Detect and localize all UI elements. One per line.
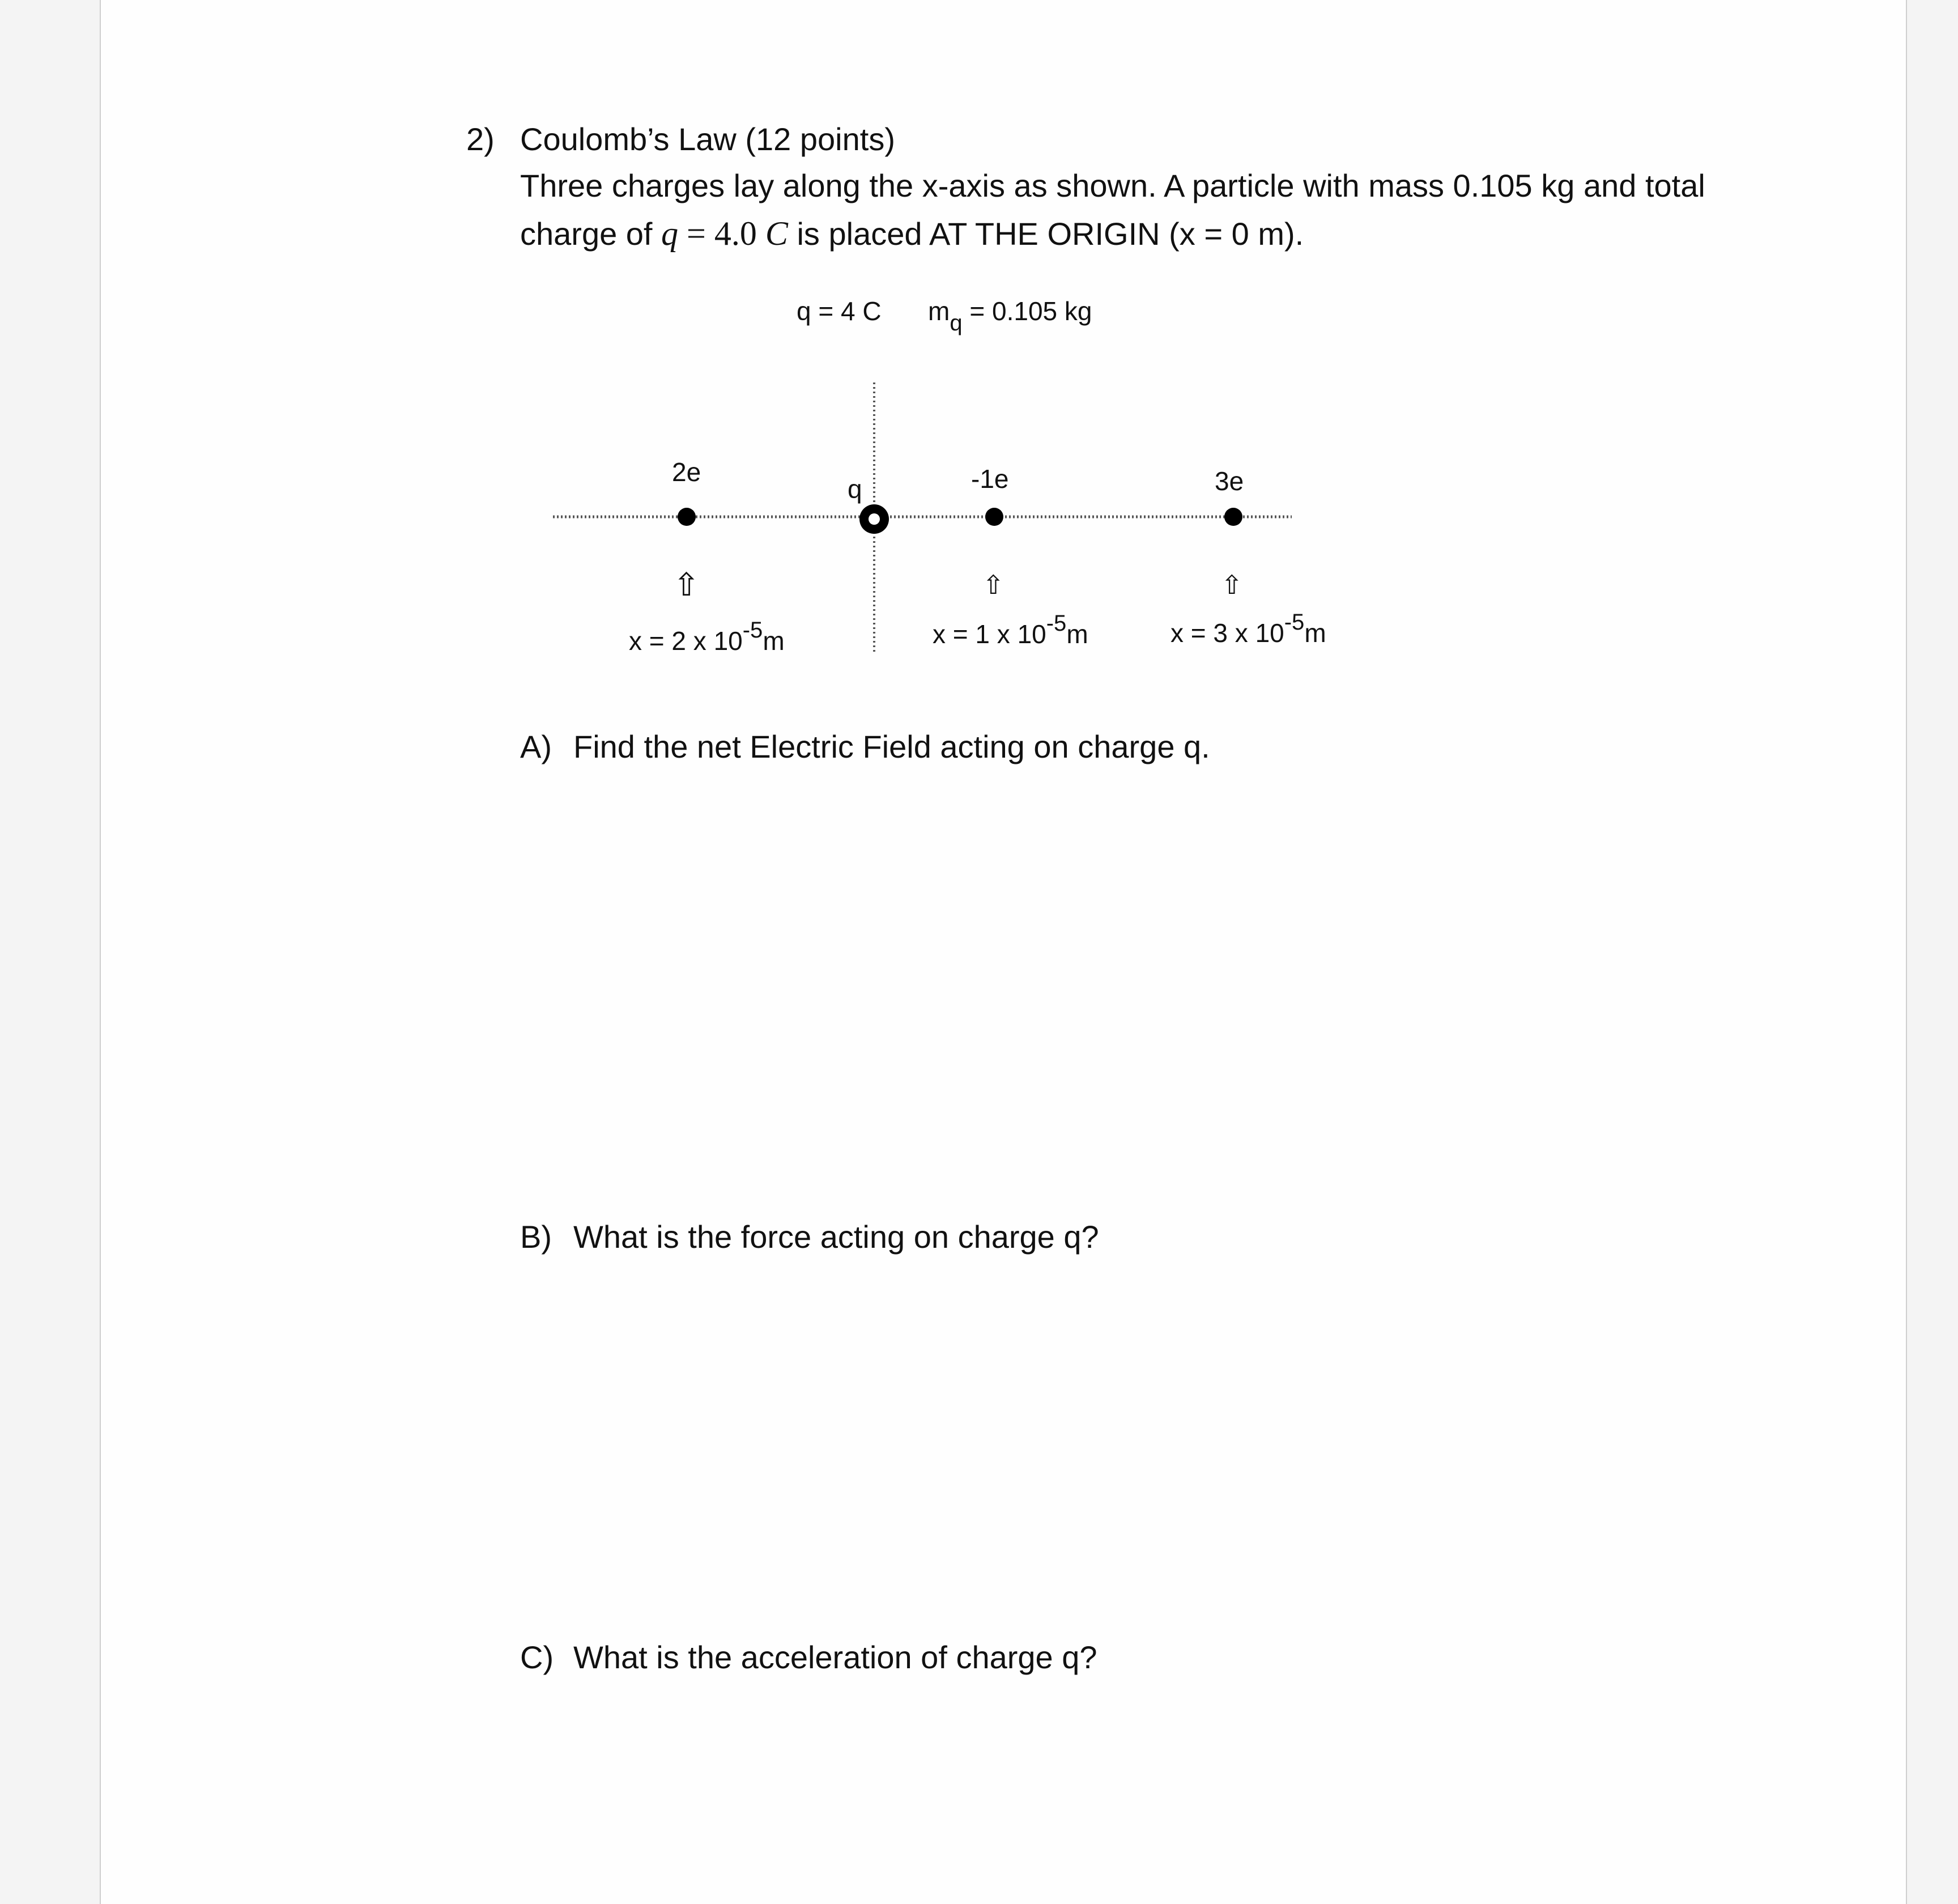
arrow-up-icon: ⇧ [1221, 570, 1243, 600]
given-charge-label: q = 4 C [797, 296, 882, 326]
charge-label-3e: 3e [1215, 466, 1244, 496]
part-b-text: What is the force acting on charge q? [573, 1219, 1099, 1255]
position-label-2e: x = 2 x $10^{-5}m$ [629, 618, 785, 656]
question-number: 2) [466, 121, 495, 157]
question-text-line1: Three charges lay along the x-axis as shown. A particle with mass 0.105 kg and total [520, 168, 1705, 203]
part-b-letter: B) [520, 1219, 552, 1255]
charge-3e-dot [1224, 508, 1242, 526]
arrow-up-icon: ⇧ [673, 567, 700, 604]
question-text-line2: charge of q = 4.0 C is placed AT THE ORIGIN (x = 0 m). [520, 215, 1304, 252]
document-page [100, 0, 1907, 1904]
charge-minus1e-dot [985, 508, 1003, 526]
charge-label-2e: 2e [672, 457, 701, 487]
origin-charge-q-center [869, 513, 880, 525]
part-a-text: Find the net Electric Field acting on charge q. [573, 729, 1210, 764]
position-label-3e: x = 3 x $10^{-5}m$ [1170, 610, 1326, 648]
part-c-letter: C) [520, 1639, 554, 1675]
part-a-letter: A) [520, 729, 552, 764]
given-mass-label: mq = 0.105 kg [928, 296, 1092, 335]
origin-charge-label: q [848, 474, 862, 504]
part-c-text: What is the acceleration of charge q? [573, 1639, 1097, 1675]
charge-2e-dot [678, 508, 696, 526]
position-label-minus1e: x = 1 x $10^{-5}m$ [933, 611, 1088, 649]
charge-diagram [101, 0, 1906, 1904]
arrow-up-icon: ⇧ [982, 570, 1004, 600]
question-title: Coulomb’s Law (12 points) [520, 121, 895, 157]
charge-label-minus1e: -1e [971, 464, 1009, 494]
